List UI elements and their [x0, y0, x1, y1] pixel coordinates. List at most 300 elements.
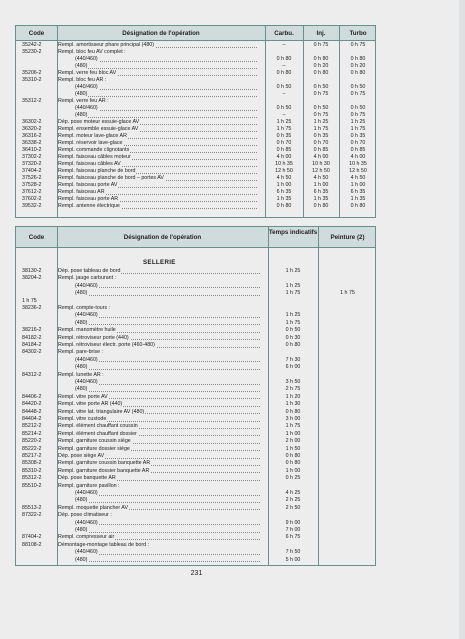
operation-code: 84184-2: [22, 342, 42, 348]
time-carbu: 0 h 80: [276, 56, 292, 62]
operation-designation: [57, 196, 263, 203]
table-row: [16, 77, 375, 84]
time-carbu: –: [282, 42, 286, 48]
designation-text: Rempl. verre feu AR :: [58, 98, 109, 104]
designation-text: Rempl. garniture pavillon :: [58, 482, 120, 489]
designation-text: Rempl. garniture coussin banquette AR: [58, 460, 151, 467]
designation-text: Rempl. faisceau AR: [58, 189, 105, 195]
table-row: [16, 520, 375, 527]
operation-code: 35310-2: [22, 77, 42, 83]
operation-designation: [57, 505, 266, 512]
designation-text: (440/460): [75, 56, 98, 62]
operation-code: 85510-2: [22, 482, 42, 489]
designation-text: Rempl. compte-tours :: [58, 305, 111, 311]
time-carbu: –: [282, 63, 286, 69]
table-row: [16, 534, 375, 541]
operation-designation: [57, 557, 266, 564]
time-turbo: 4 h 50: [350, 175, 366, 181]
table-row: [16, 182, 375, 189]
table-row: [16, 460, 375, 467]
time-inj: 4 h 00: [313, 154, 329, 160]
time-turbo: 0 h 85: [350, 147, 366, 153]
designation-text: (440/460): [75, 105, 98, 111]
table-row: [16, 56, 375, 63]
operation-designation: [57, 63, 263, 70]
operation-code: 85212-2: [22, 423, 42, 430]
operation-designation: [57, 112, 263, 119]
operation-designation: [57, 105, 263, 112]
designation-text: Rempl. amortisseur phare principal (480): [58, 42, 154, 48]
operation-code: 38236-2: [22, 305, 42, 311]
time-inj: 0 h 80: [313, 56, 329, 62]
time-indicative: 0 h 80: [285, 460, 301, 467]
time-turbo: 0 h 80: [350, 56, 366, 62]
table-row: [16, 63, 375, 70]
leader-dots: [75, 117, 257, 118]
designation-text: Rempl. moquette plancher AV: [58, 504, 128, 511]
table-row: [16, 320, 375, 327]
operation-designation: [57, 98, 263, 105]
designation-text: Rempl. ensemble essuie-glace AV: [58, 126, 139, 132]
designation-text: Rempl. antenne électrique: [58, 203, 120, 209]
operation-code: 85222-2: [22, 445, 42, 452]
operation-designation: [57, 335, 266, 342]
operation-designation: [57, 520, 266, 527]
time-indicative: 1 h 50: [285, 445, 301, 452]
operation-code: 87322-2: [22, 512, 42, 519]
designation-text: Rempl. vitre porte AV: [58, 393, 108, 400]
operation-designation: [57, 320, 266, 327]
leader-dots: [75, 369, 260, 370]
operation-designation: [57, 364, 266, 371]
designation-text: (480): [75, 527, 88, 533]
operation-code: 85220-2: [22, 438, 42, 445]
section-title: SELLERIE: [143, 259, 176, 266]
operation-designation: [57, 77, 263, 84]
designation-text: Rempl. manomètre huile: [58, 327, 116, 334]
header-peinture: Peinture (2): [330, 234, 365, 241]
operation-designation: [57, 42, 263, 49]
table-row: [16, 512, 375, 519]
time-indicative: 1 h 30: [285, 401, 301, 408]
time-inj: 0 h 80: [313, 70, 329, 76]
table-row: [16, 468, 375, 475]
designation-text: Rempl. compresseur air: [58, 534, 115, 541]
designation-text: (480): [75, 556, 88, 563]
designation-text: (440/460): [75, 519, 98, 526]
time-indicative: 2 h 75: [285, 386, 301, 393]
designation-text: Rempl. moteur lave-glace AR: [58, 133, 127, 139]
operation-designation: [57, 154, 263, 161]
operation-code: 35230-2: [22, 49, 42, 55]
time-carbu: 1 h 35: [276, 196, 292, 202]
table-row: [16, 453, 375, 460]
operation-designation: [57, 268, 266, 275]
operation-code: 84182-2: [22, 334, 42, 341]
time-indicative: 6 h 00: [285, 364, 301, 371]
operation-designation: [57, 290, 266, 297]
operation-code: 36338-2: [22, 140, 42, 146]
designation-text: (440/460): [75, 379, 98, 385]
table-row: [16, 154, 375, 161]
operation-designation: [57, 386, 266, 393]
designation-text: Rempl. garniture dossier siège: [58, 445, 130, 452]
time-carbu: 0 h 80: [276, 203, 292, 209]
header-designation: Désignation de l'opération: [122, 30, 200, 37]
operation-code: 36316-2: [22, 133, 42, 139]
table-row: [16, 490, 375, 497]
designation-text: Rempl. faisceau câbles AV: [58, 161, 121, 167]
leader-dots: [75, 287, 260, 288]
operation-code: 36320-2: [22, 126, 42, 132]
table-row: [16, 379, 375, 386]
table-row: [16, 112, 375, 119]
time-indicative: 7 h 30: [285, 356, 301, 363]
time-carbu: 1 h 25: [276, 119, 292, 125]
operation-designation: [57, 126, 263, 133]
designation-text: (440/460): [75, 549, 98, 556]
time-inj: 0 h 20: [313, 63, 329, 69]
leader-dots: [75, 361, 260, 362]
designation-text: (480): [75, 290, 88, 297]
time-turbo: 0 h 75: [350, 112, 366, 118]
time-inj: 1 h 35: [313, 196, 329, 202]
designation-text: (480): [75, 112, 88, 118]
time-carbu: 0 h 70: [276, 140, 292, 146]
page-number: 231: [190, 570, 203, 577]
time-inj: 12 h 50: [312, 168, 330, 174]
operation-code: 87404-2: [22, 534, 42, 541]
table-row: [16, 372, 375, 379]
operation-designation: [57, 161, 263, 168]
designation-text: Rempl. faisceau planche de bord: [58, 168, 136, 174]
operation-designation: [57, 203, 263, 210]
time-carbu: –: [282, 91, 286, 97]
leader-dots: [75, 96, 257, 97]
time-turbo: 4 h 00: [350, 154, 366, 160]
time-carbu: 4 h 00: [276, 154, 292, 160]
time-turbo: 10 h 35: [349, 161, 367, 167]
time-inj: 10 h 30: [312, 161, 330, 167]
designation-text: Rempl. pare-brise :: [58, 349, 104, 356]
operation-code: 37526-2: [22, 175, 42, 181]
leader-dots: [75, 495, 260, 496]
operation-code: 84448-2: [22, 408, 42, 415]
time-indicative: 0 h 80: [285, 408, 301, 415]
table-row: [16, 305, 375, 312]
table-row: [16, 349, 375, 356]
header-code: Code: [28, 30, 45, 37]
table-row: [16, 105, 375, 112]
operation-code: 38216-2: [22, 327, 42, 334]
table-row: [16, 140, 375, 147]
table-row: [16, 283, 375, 290]
operation-designation: [57, 357, 266, 364]
operation-code: 85214-2: [22, 430, 42, 437]
time-inj: 6 h 35: [313, 189, 329, 195]
operation-code: 36302-2: [22, 119, 42, 125]
header-carbu: Carbu.: [274, 30, 294, 37]
time-paint: 1 h 75: [340, 290, 355, 297]
table-row: [16, 497, 375, 504]
operation-designation: [57, 416, 266, 423]
operation-designation: [57, 49, 263, 56]
designation-text: Dép. pose tableau de bord: [58, 268, 121, 274]
operation-code: 85513-2: [22, 504, 42, 511]
operation-designation: [57, 527, 266, 534]
operation-designation: [57, 182, 263, 189]
table-row: [16, 527, 375, 534]
time-turbo: 0 h 50: [350, 84, 366, 90]
header-designation: Désignation de l'opération: [123, 234, 202, 241]
leader-dots: [75, 324, 260, 325]
designation-text: (440/460): [75, 84, 98, 90]
designation-text: Démontage-montage tableau de bord :: [58, 541, 149, 548]
time-carbu: 0 h 85: [276, 147, 292, 153]
operation-designation: [57, 483, 266, 490]
operation-code: 1 h 75: [22, 297, 37, 304]
operation-designation: [57, 534, 266, 541]
operation-designation: [57, 175, 263, 182]
table-row: [16, 290, 375, 297]
designation-text: (480): [75, 386, 88, 393]
operation-designation: [57, 438, 266, 445]
operation-designation: [57, 512, 266, 519]
designation-text: Rempl. élément chauffant dossier: [58, 430, 137, 437]
table-row: [16, 335, 375, 342]
operation-designation: [57, 147, 263, 154]
table-header: [16, 227, 375, 248]
operation-code: 38204-2: [22, 275, 42, 282]
table-row: [16, 438, 375, 445]
designation-text: Dép. pose banquette AR: [58, 475, 116, 482]
table-row: [16, 126, 375, 133]
time-turbo: 0 h 20: [350, 63, 366, 69]
time-indicative: 3 h 50: [285, 379, 301, 385]
time-indicative: 2 h 00: [285, 438, 301, 445]
time-indicative: 1 h 25: [285, 312, 301, 319]
operation-designation: [57, 189, 263, 196]
designation-text: Dép. pose siège AV: [58, 453, 105, 459]
operation-code: 37612-2: [22, 189, 42, 195]
designation-text: Rempl. rétroviseur porte (440): [58, 334, 129, 341]
designation-text: Rempl. garniture dossier banquette AR: [58, 467, 150, 474]
time-turbo: 6 h 35: [350, 189, 366, 195]
table-row: [16, 327, 375, 334]
designation-text: Rempl. vitre porte AR (440): [58, 401, 123, 408]
time-inj: 4 h 50: [313, 175, 329, 181]
time-indicative: 2 h 25: [285, 497, 301, 504]
time-inj: 0 h 50: [313, 84, 329, 90]
operation-designation: [57, 349, 266, 356]
designation-text: Rempl. faisceau planche de bord – portes AV: [58, 175, 164, 181]
header-temps-indicatifs: Temps indicatifs: [268, 229, 318, 236]
leader-dots: [75, 502, 260, 503]
time-turbo: 0 h 35: [350, 133, 366, 139]
time-carbu: 1 h 00: [276, 182, 292, 188]
operation-designation: [57, 453, 266, 460]
operation-designation: [57, 490, 266, 497]
operation-designation: [57, 70, 263, 77]
time-turbo: 0 h 80: [350, 203, 366, 209]
operation-code: 37602-2: [22, 196, 42, 202]
table-row: [16, 542, 375, 549]
operation-designation: [57, 140, 263, 147]
leader-dots: [75, 561, 260, 562]
operation-code: 35312-2: [22, 98, 42, 104]
time-indicative: 0 h 80: [285, 342, 301, 348]
table-row: [16, 133, 375, 140]
time-indicative: 0 h 30: [285, 334, 301, 341]
leader-dots: [75, 384, 260, 385]
operation-code: 37320-2: [22, 161, 42, 167]
time-inj: 0 h 35: [313, 133, 329, 139]
time-inj: 1 h 00: [313, 182, 329, 188]
table-row: [16, 298, 375, 305]
time-indicative: 3 h 00: [285, 416, 301, 422]
time-inj: 0 h 75: [313, 42, 329, 48]
designation-text: Rempl. bloc feu AR :: [58, 77, 107, 83]
designation-text: (440/460): [75, 356, 98, 363]
designation-text: (480): [75, 497, 88, 504]
time-carbu: 0 h 50: [276, 84, 292, 90]
table-row: [16, 196, 375, 203]
operation-designation: [57, 542, 266, 549]
operation-designation: [57, 446, 266, 453]
designation-text: [58, 298, 59, 304]
table-row: [16, 268, 375, 275]
table-row: [16, 189, 375, 196]
time-indicative: 2 h 50: [285, 504, 301, 511]
table-row: [16, 364, 375, 371]
time-indicative: 7 h 00: [285, 527, 301, 533]
leader-dots: [75, 532, 260, 533]
designation-text: Rempl. verre feu bloc AV: [58, 70, 117, 76]
time-turbo: 1 h 75: [350, 126, 366, 132]
time-indicative: 9 h 00: [285, 519, 301, 526]
operation-designation: [57, 305, 266, 312]
time-inj: 0 h 50: [313, 105, 329, 111]
table-row: [16, 549, 375, 556]
time-carbu: 0 h 50: [276, 105, 292, 111]
time-turbo: 0 h 75: [350, 91, 366, 97]
designation-text: Rempl. vitre custode: [58, 416, 107, 422]
operation-code: 84404-2: [22, 416, 42, 422]
operation-designation: [57, 475, 266, 482]
table-row: [16, 91, 375, 98]
designation-text: Rempl. réservoir lave-glace: [58, 140, 123, 146]
operation-designation: [57, 168, 263, 175]
time-carbu: –: [282, 112, 286, 118]
table-row: [16, 386, 375, 393]
time-inj: 0 h 70: [313, 140, 329, 146]
designation-text: Rempl. garniture coussin siège: [58, 438, 131, 445]
designation-text: (440/460): [75, 282, 98, 289]
time-indicative: 0 h 25: [285, 475, 301, 482]
time-indicative: 4 h 25: [285, 490, 301, 496]
operation-designation: [57, 133, 263, 140]
operation-designation: [57, 468, 266, 475]
operation-code: 85308-2: [22, 460, 42, 467]
time-indicative: 1 h 75: [285, 319, 301, 326]
table-row: [16, 161, 375, 168]
time-turbo: 0 h 80: [350, 70, 366, 76]
header-turbo: Turbo: [349, 30, 367, 37]
designation-text: (440/460): [75, 490, 98, 496]
table-row: [16, 119, 375, 126]
operation-designation: [57, 119, 263, 126]
operation-designation: [57, 379, 266, 386]
operation-designation: [57, 394, 266, 401]
operation-code: 37302-2: [22, 154, 42, 160]
time-carbu: 10 h 35: [275, 161, 293, 167]
table-row: [16, 409, 375, 416]
designation-text: Rempl. vitre lat. triangulaire AV (480): [58, 408, 145, 415]
operation-designation: [57, 91, 263, 98]
time-carbu: 1 h 75: [276, 126, 292, 132]
table-header: [16, 26, 375, 41]
leader-dots: [75, 524, 260, 525]
time-inj: 0 h 75: [313, 112, 329, 118]
designation-text: Rempl. élément chauffant coussin: [58, 423, 138, 430]
designation-text: Rempl. rétroviseur électr. porte (460-480): [58, 342, 155, 348]
operation-code: 35242-2: [22, 42, 42, 48]
operation-code: 85310-2: [22, 467, 42, 474]
table-row: [16, 475, 375, 482]
time-turbo: 0 h 75: [350, 42, 366, 48]
operation-designation: [57, 298, 266, 305]
operation-code: 85217-2: [22, 453, 42, 459]
time-indicative: 1 h 20: [285, 393, 301, 400]
table-row: [16, 483, 375, 490]
leader-dots: [75, 295, 260, 296]
designation-text: Rempl. faisceau câbles moteur: [58, 154, 131, 160]
operation-code: 88108-2: [22, 541, 42, 548]
table-row: [16, 357, 375, 364]
designation-text: (480): [75, 319, 88, 326]
designation-text: Rempl. bloc feu AV complet :: [58, 49, 126, 55]
time-indicative: 6 h 75: [285, 534, 301, 541]
table-row: [16, 423, 375, 430]
table-row: [16, 505, 375, 512]
time-indicative: 7 h 50: [285, 549, 301, 556]
designation-text: Dép. pose moteur essuie-glace AV: [58, 119, 140, 125]
table-row: [16, 275, 375, 282]
operation-designation: [57, 460, 266, 467]
time-indicative: 1 h 00: [285, 467, 301, 474]
time-turbo: 1 h 35: [350, 196, 366, 202]
operation-code: 84406-2: [22, 393, 42, 400]
table-row: [16, 49, 375, 56]
table-row: [16, 416, 375, 423]
leader-dots: [75, 317, 260, 318]
time-indicative: 1 h 75: [285, 423, 301, 430]
operation-designation: [57, 327, 266, 334]
table-row: [16, 168, 375, 175]
time-inj: 0 h 75: [313, 91, 329, 97]
operation-code: 84420-2: [22, 401, 42, 408]
time-turbo: 12 h 50: [349, 168, 367, 174]
operation-designation: [57, 409, 266, 416]
operations-table-electrical: [15, 25, 376, 218]
leader-dots: [75, 61, 257, 62]
operation-code: 38130-2: [22, 268, 42, 274]
time-indicative: 1 h 00: [285, 430, 301, 437]
operation-designation: [57, 275, 266, 282]
operation-designation: [57, 401, 266, 408]
leader-dots: [75, 89, 257, 90]
time-indicative: 0 h 80: [285, 453, 301, 459]
